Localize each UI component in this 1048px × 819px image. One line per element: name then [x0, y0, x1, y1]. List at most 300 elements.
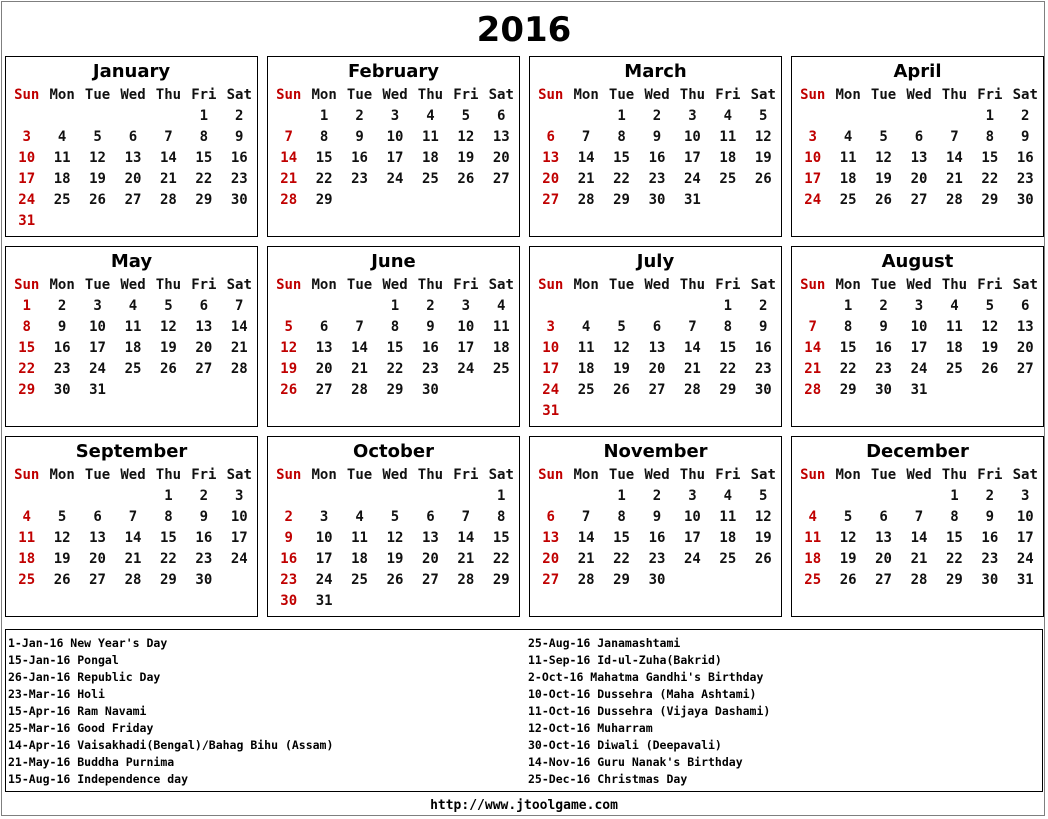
day-cell: 27 [315, 382, 333, 398]
day-cell: 11 [18, 530, 36, 546]
day-cell: 8 [617, 129, 626, 145]
day-cell: 10 [457, 319, 475, 335]
day-cell: 12 [386, 530, 404, 546]
day-cell: 23 [230, 171, 248, 187]
day-cell: 31 [683, 192, 701, 208]
day-cell: 14 [683, 340, 701, 356]
holiday-item: 14-Apr-16 Vaisakhadi(Bengal)/Bahag Bihu (Assam) [8, 738, 334, 752]
empty-day [795, 296, 830, 317]
day-cell: 17 [457, 340, 475, 356]
day-cell: 9 [235, 129, 244, 145]
weekday-header: Thu [155, 467, 182, 483]
day-cell: 2 [235, 108, 244, 124]
day-cell: 24 [386, 171, 404, 187]
day-cell: 7 [914, 509, 924, 525]
month-name: September [75, 441, 188, 462]
day-cell: 12 [754, 129, 772, 145]
holiday-item: 15-Jan-16 Pongal [8, 653, 119, 667]
day-cell: 7 [128, 509, 138, 525]
day-cell: 7 [950, 129, 959, 145]
empty-day [901, 486, 936, 507]
day-cell: 13 [89, 530, 106, 546]
day-cell: 23 [648, 551, 666, 567]
day-cell: 21 [577, 171, 595, 187]
day-cell: 27 [875, 572, 892, 588]
day-cell: 16 [981, 530, 999, 546]
weekday-header: Sat [1012, 87, 1038, 103]
day-cell: 24 [230, 551, 248, 567]
day-cell: 5 [759, 488, 768, 504]
day-cell: 23 [195, 551, 213, 567]
weekday-header: Wed [120, 277, 146, 293]
day-cell: 4 [723, 108, 733, 124]
month-name: March [624, 61, 687, 82]
day-cell: 1 [723, 298, 733, 314]
day-cell: 14 [230, 319, 248, 335]
day-cell: 6 [319, 319, 329, 335]
day-cell: 19 [981, 340, 999, 356]
holiday-item: 11-Sep-16 Id-ul-Zuha(Bakrid) [528, 653, 722, 667]
day-cell: 8 [843, 319, 853, 335]
month-grid [9, 85, 257, 232]
day-cell: 17 [683, 530, 701, 546]
day-cell: 1 [617, 488, 626, 504]
day-cell: 5 [461, 108, 471, 124]
day-cell: 7 [355, 319, 364, 335]
day-cell: 22 [315, 171, 333, 187]
day-cell: 11 [577, 340, 595, 356]
empty-day [80, 106, 115, 127]
day-cell: 8 [950, 509, 959, 525]
month-name: January [92, 61, 171, 82]
weekday-header: Tue [870, 277, 897, 293]
day-cell: 16 [754, 340, 772, 356]
day-cell: 24 [542, 382, 560, 398]
day-cell: 15 [386, 340, 404, 356]
day-cell: 7 [461, 509, 471, 525]
holiday-item: 23-Mar-16 Holi [8, 687, 105, 701]
day-cell: 25 [719, 551, 737, 567]
day-cell: 28 [945, 192, 963, 208]
empty-day [639, 296, 674, 317]
day-cell: 21 [577, 551, 595, 567]
holiday-item: 30-Oct-16 Diwali (Deepavali) [528, 738, 722, 752]
day-cell: 14 [910, 530, 928, 546]
weekday-header: Tue [84, 277, 111, 293]
day-cell: 18 [124, 340, 142, 356]
day-cell: 27 [421, 572, 439, 588]
month-grid [533, 465, 781, 591]
month-february [267, 56, 520, 237]
day-cell: 23 [1016, 171, 1034, 187]
day-cell: 3 [22, 129, 31, 145]
day-cell: 1 [985, 108, 995, 124]
day-cell: 10 [804, 150, 822, 166]
day-cell: 13 [542, 150, 560, 166]
day-cell: 16 [351, 150, 368, 166]
day-cell: 1 [199, 108, 209, 124]
day-cell: 15 [159, 530, 177, 546]
day-cell: 12 [754, 509, 772, 525]
month-grid [271, 465, 519, 612]
empty-day [937, 106, 972, 127]
holiday-item: 11-Oct-16 Dussehra (Vijaya Dashami) [528, 704, 771, 718]
day-cell: 14 [124, 530, 142, 546]
day-cell: 23 [53, 361, 71, 377]
day-cell: 21 [910, 551, 928, 567]
day-cell: 23 [648, 171, 666, 187]
month-grid [271, 275, 519, 401]
weekday-header: Wed [906, 467, 932, 483]
month-name: August [881, 251, 954, 272]
weekday-header: Wed [906, 87, 932, 103]
day-cell: 2 [284, 509, 293, 525]
day-cell: 31 [1016, 572, 1034, 588]
day-cell: 6 [1021, 298, 1030, 314]
day-cell: 23 [875, 361, 892, 377]
day-cell: 29 [945, 572, 963, 588]
day-cell: 31 [89, 382, 106, 398]
day-cell: 14 [280, 150, 298, 166]
day-cell: 3 [461, 298, 471, 314]
day-cell: 8 [497, 509, 506, 525]
weekday-header: Thu [679, 87, 706, 103]
empty-day [342, 296, 377, 317]
weekday-header: Tue [608, 87, 635, 103]
day-cell: 17 [804, 171, 822, 187]
empty-day [901, 106, 936, 127]
day-cell: 9 [355, 129, 364, 145]
month-grid [533, 275, 781, 422]
day-cell: 1 [319, 108, 329, 124]
day-cell: 25 [421, 171, 439, 187]
empty-day [44, 106, 79, 127]
day-cell: 4 [355, 509, 364, 525]
day-cell: 18 [53, 171, 71, 187]
day-cell: 11 [945, 319, 963, 335]
holiday-item: 14-Nov-16 Guru Nanak's Birthday [528, 755, 743, 769]
day-cell: 30 [875, 382, 892, 398]
day-cell: 17 [89, 340, 106, 356]
day-cell: 30 [421, 382, 439, 398]
empty-day [866, 106, 901, 127]
day-cell: 6 [879, 509, 888, 525]
holiday-item: 12-Oct-16 Muharram [528, 721, 653, 735]
day-cell: 4 [128, 298, 138, 314]
day-cell: 21 [280, 171, 298, 187]
day-cell: 26 [53, 572, 71, 588]
footer-url: http://www.jtoolgame.com [430, 798, 618, 813]
day-cell: 7 [235, 298, 244, 314]
month-may [5, 246, 258, 427]
weekday-header: Sun [800, 277, 826, 293]
day-cell: 28 [280, 192, 298, 208]
day-cell: 31 [542, 403, 560, 419]
day-cell: 20 [124, 171, 142, 187]
day-cell: 19 [280, 361, 298, 377]
day-cell: 22 [613, 551, 630, 567]
day-cell: 4 [22, 509, 31, 525]
holiday-list [5, 629, 1043, 792]
weekday-header: Thu [417, 87, 444, 103]
day-cell: 29 [195, 192, 213, 208]
day-cell: 12 [280, 340, 298, 356]
weekday-header: Wed [644, 467, 670, 483]
empty-day [568, 296, 603, 317]
day-cell: 13 [492, 129, 510, 145]
day-cell: 26 [159, 361, 177, 377]
day-cell: 18 [421, 150, 439, 166]
holiday-item: 2-Oct-16 Mahatma Gandhi's Birthday [528, 670, 764, 684]
weekday-header: Fri [453, 87, 479, 103]
month-march [529, 56, 782, 237]
day-cell: 12 [839, 530, 857, 546]
day-cell: 4 [581, 319, 591, 335]
month-name: June [371, 251, 416, 272]
day-cell: 29 [839, 382, 857, 398]
day-cell: 10 [683, 129, 701, 145]
day-cell: 3 [688, 488, 697, 504]
weekday-header: Mon [573, 87, 599, 103]
day-cell: 26 [386, 572, 404, 588]
day-cell: 22 [18, 361, 36, 377]
day-cell: 5 [879, 129, 888, 145]
day-cell: 11 [839, 150, 857, 166]
weekday-header: Mon [835, 467, 861, 483]
day-cell: 28 [577, 192, 595, 208]
weekday-header: Sat [1012, 467, 1038, 483]
day-cell: 3 [390, 108, 400, 124]
day-cell: 10 [683, 509, 701, 525]
day-cell: 25 [351, 572, 368, 588]
day-cell: 20 [89, 551, 106, 567]
day-cell: 27 [195, 361, 213, 377]
empty-day [830, 106, 865, 127]
day-cell: 19 [754, 150, 772, 166]
weekday-header: Fri [191, 87, 217, 103]
day-cell: 2 [355, 108, 364, 124]
day-cell: 29 [981, 192, 999, 208]
empty-day [830, 486, 865, 507]
day-cell: 12 [981, 319, 999, 335]
month-january [5, 56, 258, 237]
day-cell: 7 [581, 129, 591, 145]
month-grid [271, 85, 519, 211]
empty-day [795, 486, 830, 507]
day-cell: 31 [910, 382, 928, 398]
weekday-header: Thu [679, 467, 706, 483]
empty-day [9, 486, 44, 507]
day-cell: 10 [910, 319, 928, 335]
day-cell: 5 [57, 509, 67, 525]
day-cell: 25 [719, 171, 737, 187]
weekday-header: Tue [346, 87, 373, 103]
day-cell: 6 [497, 108, 506, 124]
weekday-header: Fri [977, 277, 1003, 293]
month-october [267, 436, 520, 617]
day-cell: 22 [719, 361, 737, 377]
empty-day [271, 486, 306, 507]
day-cell: 3 [235, 488, 244, 504]
day-cell: 26 [89, 192, 106, 208]
empty-day [44, 486, 79, 507]
day-cell: 21 [945, 171, 963, 187]
day-cell: 28 [351, 382, 368, 398]
day-cell: 30 [280, 593, 298, 609]
month-december [791, 436, 1044, 617]
day-cell: 30 [648, 192, 666, 208]
day-cell: 9 [426, 319, 435, 335]
empty-day [866, 486, 901, 507]
day-cell: 7 [581, 509, 591, 525]
day-cell: 22 [492, 551, 510, 567]
empty-day [795, 106, 830, 127]
day-cell: 4 [808, 509, 817, 525]
weekday-header: Sat [750, 467, 776, 483]
day-cell: 13 [1016, 319, 1034, 335]
day-cell: 10 [1016, 509, 1034, 525]
day-cell: 24 [18, 192, 36, 208]
day-cell: 26 [754, 551, 772, 567]
weekday-header: Thu [417, 467, 444, 483]
day-cell: 19 [386, 551, 404, 567]
day-cell: 21 [159, 171, 177, 187]
day-cell: 29 [386, 382, 404, 398]
day-cell: 18 [719, 150, 737, 166]
day-cell: 4 [950, 298, 959, 314]
day-cell: 5 [617, 319, 626, 335]
day-cell: 12 [613, 340, 630, 356]
empty-day [115, 486, 150, 507]
month-grid [9, 275, 257, 401]
day-cell: 28 [124, 572, 142, 588]
weekday-header: Sun [14, 87, 40, 103]
day-cell: 8 [723, 319, 733, 335]
weekday-header: Wed [644, 277, 670, 293]
day-cell: 9 [284, 530, 293, 546]
weekday-header: Mon [311, 277, 337, 293]
weekday-header: Thu [155, 87, 182, 103]
day-cell: 3 [93, 298, 102, 314]
day-cell: 6 [652, 319, 662, 335]
month-name: November [603, 441, 708, 462]
day-cell: 4 [426, 108, 435, 124]
day-cell: 9 [879, 319, 888, 335]
day-cell: 17 [542, 361, 560, 377]
day-cell: 2 [879, 298, 888, 314]
day-cell: 19 [457, 150, 475, 166]
weekday-header: Mon [573, 467, 599, 483]
day-cell: 27 [542, 572, 560, 588]
day-cell: 14 [945, 150, 963, 166]
weekday-header: Mon [49, 277, 75, 293]
day-cell: 9 [652, 129, 662, 145]
day-cell: 1 [497, 488, 506, 504]
day-cell: 27 [89, 572, 106, 588]
day-cell: 30 [230, 192, 248, 208]
day-cell: 31 [18, 213, 36, 229]
month-name: February [347, 61, 440, 82]
day-cell: 21 [683, 361, 701, 377]
day-cell: 19 [875, 171, 892, 187]
day-cell: 1 [617, 108, 626, 124]
weekday-header: Fri [715, 467, 741, 483]
day-cell: 19 [613, 361, 630, 377]
month-name: May [110, 251, 153, 272]
day-cell: 15 [315, 150, 333, 166]
day-cell: 2 [759, 298, 768, 314]
day-cell: 13 [124, 150, 142, 166]
month-grid [795, 85, 1043, 211]
day-cell: 24 [683, 551, 701, 567]
weekday-header: Tue [84, 87, 111, 103]
day-cell: 13 [910, 150, 928, 166]
weekday-header: Sat [488, 277, 514, 293]
day-cell: 13 [542, 530, 560, 546]
weekday-header: Sat [226, 467, 252, 483]
weekday-header: Fri [191, 467, 217, 483]
day-cell: 28 [230, 361, 248, 377]
day-cell: 6 [128, 129, 138, 145]
day-cell: 27 [492, 171, 510, 187]
weekday-header: Tue [608, 467, 635, 483]
day-cell: 24 [683, 171, 701, 187]
weekday-header: Thu [941, 87, 968, 103]
day-cell: 16 [648, 150, 666, 166]
day-cell: 5 [164, 298, 173, 314]
day-cell: 10 [315, 530, 333, 546]
weekday-header: Sun [538, 467, 564, 483]
day-cell: 7 [808, 319, 817, 335]
day-cell: 14 [804, 340, 822, 356]
day-cell: 2 [1021, 108, 1030, 124]
day-cell: 30 [648, 572, 666, 588]
day-cell: 28 [457, 572, 475, 588]
holiday-item: 25-Aug-16 Janamashtami [528, 636, 681, 650]
empty-day [533, 106, 568, 127]
day-cell: 11 [53, 150, 71, 166]
day-cell: 29 [315, 192, 333, 208]
day-cell: 29 [492, 572, 510, 588]
holiday-column-left [8, 635, 333, 788]
day-cell: 19 [53, 551, 71, 567]
day-cell: 25 [124, 361, 142, 377]
day-cell: 9 [652, 509, 662, 525]
day-cell: 20 [315, 361, 333, 377]
day-cell: 16 [875, 340, 892, 356]
day-cell: 17 [315, 551, 333, 567]
empty-day [533, 486, 568, 507]
holiday-item: 26-Jan-16 Republic Day [8, 670, 161, 684]
day-cell: 10 [230, 509, 248, 525]
empty-day [342, 486, 377, 507]
day-cell: 25 [53, 192, 71, 208]
day-cell: 2 [426, 298, 435, 314]
day-cell: 27 [124, 192, 142, 208]
day-cell: 7 [284, 129, 293, 145]
month-name: April [893, 61, 942, 82]
day-cell: 22 [945, 551, 963, 567]
day-cell: 23 [981, 551, 999, 567]
holiday-item: 25-Mar-16 Good Friday [8, 721, 154, 735]
weekday-header: Mon [311, 87, 337, 103]
day-cell: 3 [688, 108, 697, 124]
day-cell: 20 [492, 150, 510, 166]
day-cell: 21 [457, 551, 475, 567]
day-cell: 21 [124, 551, 142, 567]
day-cell: 20 [195, 340, 213, 356]
day-cell: 26 [981, 361, 999, 377]
